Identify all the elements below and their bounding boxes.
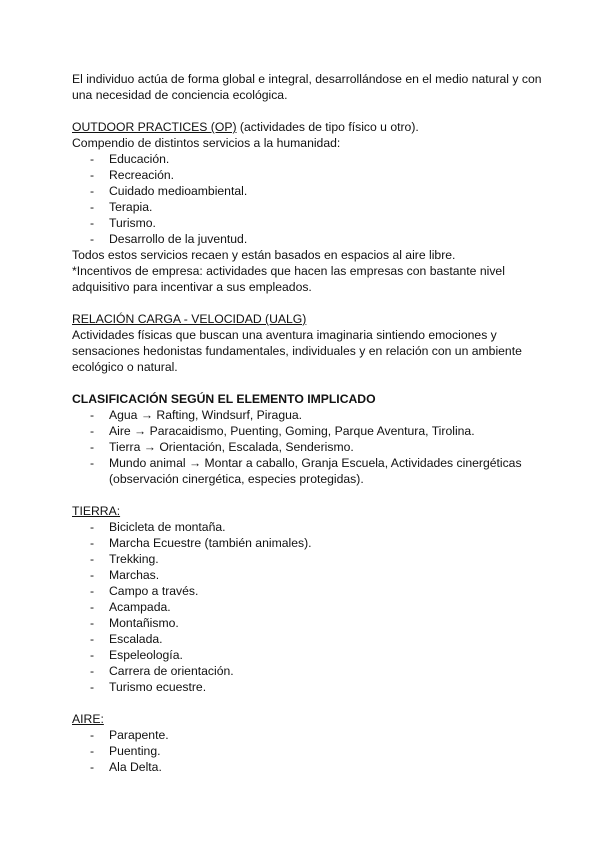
list-item: - Agua → Rafting, Windsurf, Piragua. [90,408,303,422]
list-item: - Parapente. [90,728,169,742]
bullet-dash: - [90,184,95,198]
list-item: - Puenting. [90,744,161,758]
clasificacion-list [72,407,542,487]
bullet-dash: - [90,536,95,550]
document-content [72,71,542,775]
bullet-dash: - [90,424,95,438]
outdoor-note: *Incentivos de empresa: actividades que hacen las empresas con bastante nivel adquisitivo para incentivar a sus empleados. [72,264,505,294]
ualg-heading: RELACIÓN CARGA - VELOCIDAD (UALG) [72,312,307,326]
bullet-dash: - [90,728,95,742]
outdoor-lead: Compendio de distintos servicios a la humanidad: [72,136,341,150]
bullet-dash: - [90,232,95,246]
list-item: - Montañismo. [90,616,179,630]
clasificacion-heading: CLASIFICACIÓN SEGÚN EL ELEMENTO IMPLICADO [72,392,376,406]
list-item: - Aire → Paracaidismo, Puenting, Goming, Parque Aventura, Tirolina. [90,424,475,438]
bullet-dash: - [90,168,95,182]
bullet-dash: - [90,648,95,662]
aire-list [72,727,542,775]
list-item: - Campo a través. [90,584,199,598]
bullet-dash: - [90,552,95,566]
bullet-dash: - [90,664,95,678]
bullet-dash: - [90,568,95,582]
intro-paragraph: El individuo actúa de forma global e integral, desarrollándose en el medio natural y con una necesidad de conciencia ecológica. [72,72,542,102]
bullet-dash: - [90,760,95,774]
spacer [72,295,542,311]
spacer [72,695,542,711]
bullet-dash: - [90,584,95,598]
ualg-text: Actividades físicas que buscan una aventura imaginaria sintiendo emociones y sensaciones hedonistas fundamentales, individuales y en relación con un ambiente ecológico o natural. [72,328,522,374]
list-item: - Carrera de orientación. [90,664,234,678]
bullet-dash: - [90,440,95,454]
outdoor-heading: OUTDOOR PRACTICES (OP) [72,120,237,134]
list-item: - Escalada. [90,632,163,646]
spacer [72,375,542,391]
list-item: - Marcha Ecuestre (también animales). [90,536,312,550]
outdoor-after: Todos estos servicios recaen y están basados en espacios al aire libre. [72,248,456,262]
list-item: - Cuidado medioambiental. [90,184,248,198]
list-item: - Mundo animal → Montar a caballo, Granja Escuela, Actividades cinergéticas (observación cinergética, especies protegidas). [90,456,522,486]
tierra-heading: TIERRA: [72,504,121,518]
list-item: - Marchas. [90,568,160,582]
list-item: - Turismo ecuestre. [90,680,207,694]
tierra-list [72,519,542,695]
bullet-dash: - [90,744,95,758]
bullet-dash: - [90,456,95,470]
list-item: - Educación. [90,152,170,166]
list-item: - Desarrollo de la juventud. [90,232,248,246]
spacer [72,103,542,119]
list-item: - Ala Delta. [90,760,162,774]
bullet-dash: - [90,152,95,166]
list-item: - Terapia. [90,200,153,214]
bullet-dash: - [90,408,95,422]
aire-heading: AIRE: [72,712,104,726]
bullet-dash: - [90,600,95,614]
list-item: - Turismo. [90,216,156,230]
bullet-dash: - [90,632,95,646]
list-item: - Trekking. [90,552,159,566]
bullet-dash: - [90,520,95,534]
list-item: - Recreación. [90,168,175,182]
bullet-dash: - [90,200,95,214]
outdoor-heading-suffix: (actividades de tipo físico u otro). [236,120,419,134]
list-item: - Bicicleta de montaña. [90,520,226,534]
list-item: - Espeleología. [90,648,183,662]
list-item: - Acampada. [90,600,171,614]
bullet-dash: - [90,216,95,230]
list-item: - Tierra → Orientación, Escalada, Senderismo. [90,440,354,454]
outdoor-heading-line [72,119,542,135]
bullet-dash: - [90,680,95,694]
spacer [72,487,542,503]
bullet-dash: - [90,616,95,630]
outdoor-list [72,151,542,247]
